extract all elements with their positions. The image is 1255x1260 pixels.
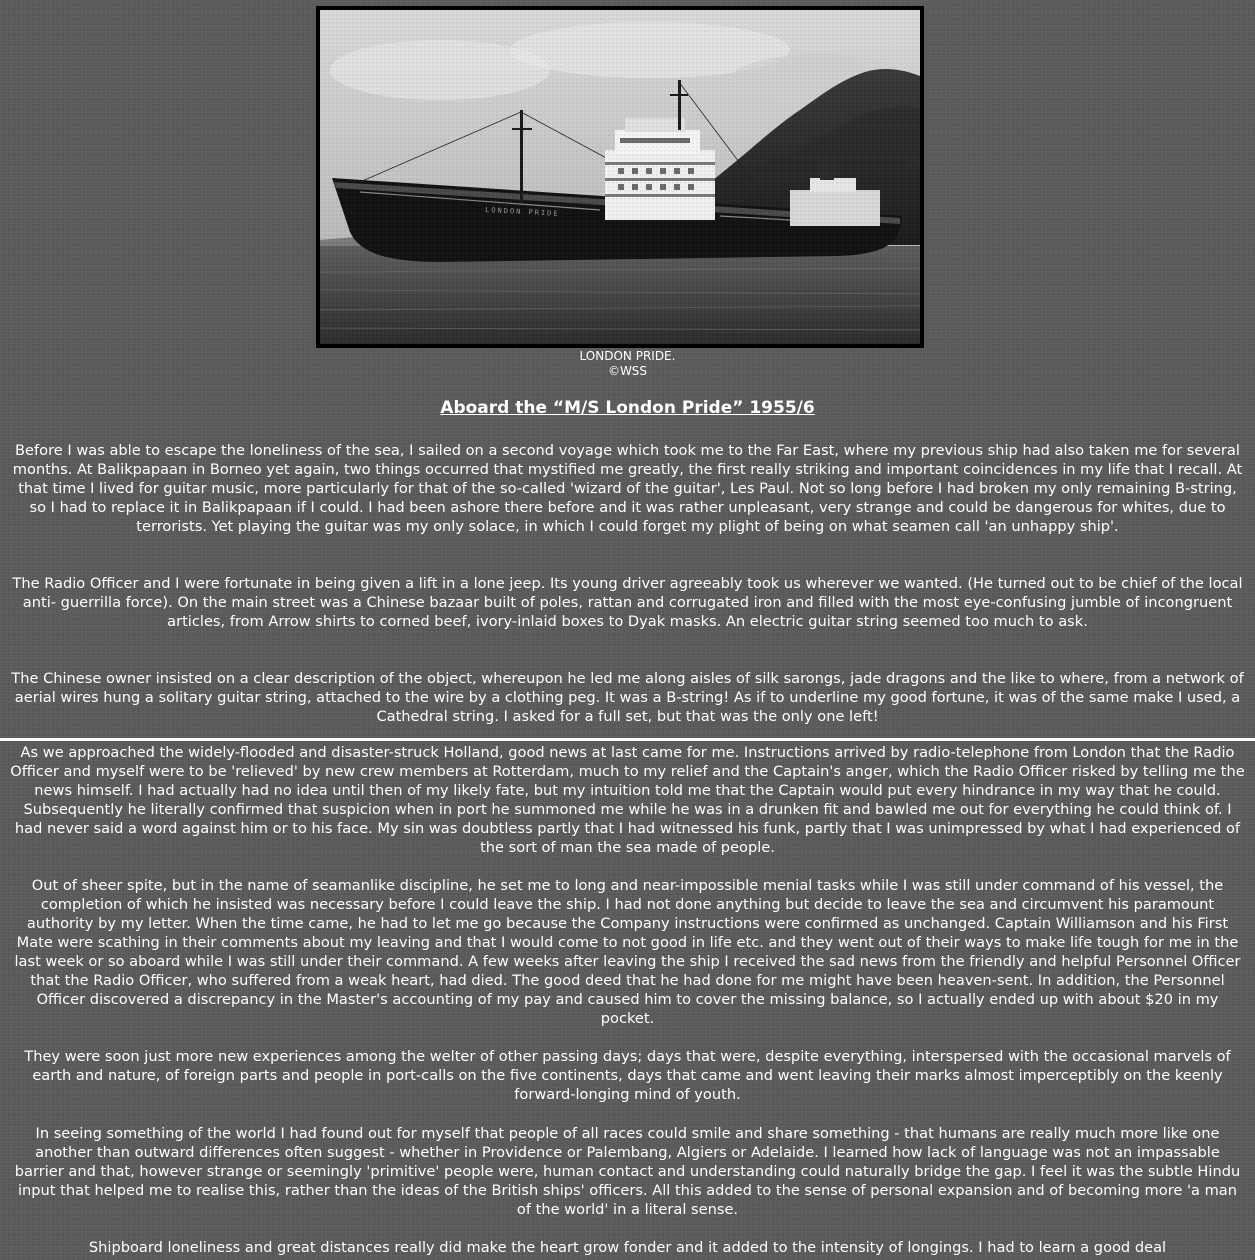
paragraph: The Radio Officer and I were fortunate in being given a lift in a lone jeep. Its young driver agreeably took us wherever we wanted. (He turned out to be chief of the local anti- guerrilla force). On the main street was a Chinese bazaar built of poles, rattan and corrugated iron and filled with the most eye-confusing jumble of incongruent articles, from Arrow shirts to corned beef, ivory-inlaid boxes to Dyak masks. An electric guitar string seemed too much to ask.: [12, 575, 1243, 630]
paragraph: Out of sheer spite, but in the name of seamanlike discipline, he set me to long and near-impossible menial tasks while I was still under command of his vessel, the completion of which he insisted was necessary before I could leave the ship. I had not done anything but decide to leave the sea and circumvent his paramount authority by my letter. When the time came, he had to let me go because the Company instructions were confirmed as unchanged. Captain Williamson and his First Mate were scathing in their comments about my leaving and that I would come to not good in life etc. and they went out of their ways to make life tough for me in the last week or so aboard while I was still under their command. A few weeks after leaving the ship I received the sad news from the friendly and helpful Personnel Officer that the Radio Officer, who suffered from a weak heart, had died. The good deed that he had done for me might have been heaven-sent. In addition, the Personnel Officer discovered a discrepancy in the Master's accounting of my pay and caused him to cover the missing balance, so I actually ended up with about $20 in my pocket.: [14, 877, 1241, 1027]
section-divider: [0, 738, 1255, 741]
paragraph: Before I was able to escape the loneliness of the sea, I sailed on a second voyage which took me to the Far East, where my previous ship had also taken me for several months. At Balikpapaan in Borneo yet again, two things occurred that mystified me greatly, the first really striking and important coincidences in my life that I recall. At that time I lived for guitar music, more particularly for that of the so-called 'wizard of the guitar', Les Paul. Not so long before I had broken my only remaining B-string, so I had to replace it in Balikpapaan if I could. I had been ashore there before and it was rather unpleasant, very strange and could be dangerous for whites, due to terrorists. Yet playing the guitar was my only solace, in which I could forget my plight of being on what seamen call 'an unhappy ship'.: [12, 442, 1243, 535]
paragraph: Shipboard loneliness and great distances really did make the heart grow fonder and it added to the intensity of longings. I had to learn a good deal: [88, 1239, 1167, 1256]
paragraph: In seeing something of the world I had found out for myself that people of all races could smile and share something - that humans are really much more like one another than outward differences often suggest - whether in Providence or Palembang, Algiers or Adelaide. I learned how lack of language was not an impassable barrier and that, however strange or seemingly 'primitive' people were, human contact and understanding could naturally bridge the gap. I feel it was the subtle Hindu input that helped me to realise this, rather than the ideas of the British ships' officers. All this added to the sense of personal expansion and of becoming more 'a man of the world' in a literal sense.: [14, 1125, 1241, 1218]
ship-photo: [316, 6, 924, 348]
photo-credit: ©WSS: [607, 364, 648, 378]
paragraph: They were soon just more new experiences among the welter of other passing days; days that were, despite everything, interspersed with the occasional marvels of earth and nature, of foreign parts and people in port-calls on the five continents, days that came and went leaving their marks almost imperceptibly on the keenly forward-longing mind of youth.: [24, 1048, 1231, 1103]
ship-photo-image: [320, 10, 920, 344]
paragraph: The Chinese owner insisted on a clear description of the object, whereupon he led me along aisles of silk sarongs, jade dragons and the like to where, from a network of aerial wires hung a solitary guitar string, attached to the wire by a clothing peg. It was a B-string! As if to underline my good fortune, it was of the same make I used, a Cathedral string. I asked for a full set, but that was the only one left!: [11, 670, 1244, 725]
page-title: Aboard the “M/S London Pride” 1955/6: [440, 398, 815, 418]
paragraph: As we approached the widely-flooded and disaster-struck Holland, good news at last came for me. Instructions arrived by radio-telephone from London that the Radio Officer and myself were to be 'relieved' by new crew members at Rotterdam, much to my relief and the Captain's anger, which the Radio Officer risked by telling me the news himself. I had actually had no idea until then of my likely fate, but my intuition told me that the Captain would put every hindrance in my way that he could. Subsequently he literally confirmed that suspicion when in port he summoned me while he was in a drunken fit and bawled me out for everything he could think of. I had never said a word against him or to his face. My sin was doubtless partly that I had witnessed his funk, partly that I was unimpressed by what I had experienced of the sort of man the sea made of people.: [10, 744, 1245, 856]
photo-caption: LONDON PRIDE.: [579, 349, 676, 363]
